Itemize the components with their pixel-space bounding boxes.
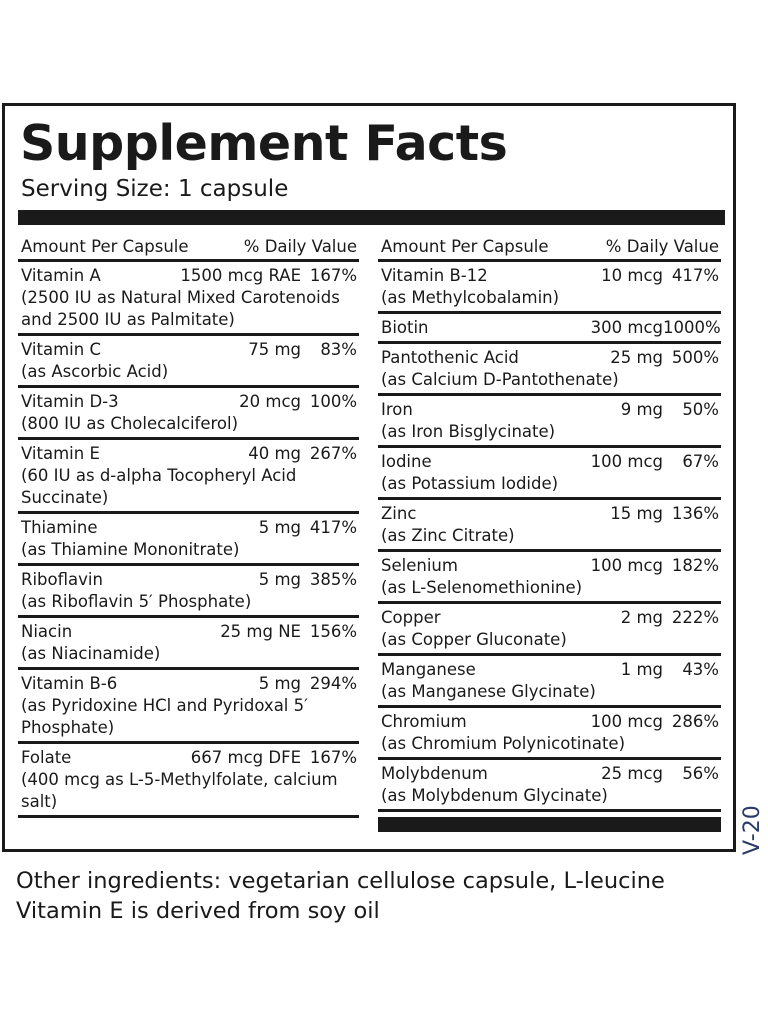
panel-title: Supplement Facts: [20, 115, 508, 172]
allergen-note: Vitamin E is derived from soy oil: [16, 898, 380, 924]
nutrient-name: Copper: [381, 608, 441, 627]
nutrient-main-line: [381, 347, 719, 369]
nutrient-daily-value: 385%: [309, 570, 357, 589]
nutrient-row: [18, 514, 359, 566]
other-ingredients: Other ingredients: vegetarian cellulose capsule, L-leucine: [16, 868, 665, 894]
nutrient-row: [378, 760, 721, 812]
nutrient-name: Selenium: [381, 556, 458, 575]
nutrient-row: [18, 744, 359, 818]
nutrient-amount: 1 mg: [620, 660, 663, 679]
nutrient-amount: 15 mg: [610, 504, 663, 523]
nutrient-row: [378, 656, 721, 708]
nutrient-main-line: [21, 621, 357, 643]
nutrient-source: (as Molybdenum Glycinate): [381, 786, 608, 805]
nutrient-daily-value: 267%: [309, 444, 357, 463]
nutrient-amount: 1500 mcg RAE: [180, 266, 301, 285]
nutrient-source: (as Manganese Glycinate): [381, 682, 596, 701]
nutrient-name: Vitamin D-3: [21, 392, 119, 411]
nutrient-name: Riboflavin: [21, 570, 103, 589]
nutrient-main-line: [381, 607, 719, 629]
column-header: [378, 234, 721, 262]
nutrient-row: [378, 396, 721, 448]
nutrient-daily-value: 222%: [671, 608, 719, 627]
nutrient-name: Manganese: [381, 660, 476, 679]
nutrient-row: [378, 708, 721, 760]
nutrient-source: (as Potassium Iodide): [381, 474, 559, 493]
nutrient-daily-value: 167%: [309, 748, 357, 767]
right-column: [378, 234, 721, 832]
nutrient-main-line: [381, 317, 719, 339]
nutrient-daily-value: 136%: [671, 504, 719, 523]
nutrient-source: (as Ascorbic Acid): [21, 362, 169, 381]
nutrient-amount: 5 mg: [258, 674, 301, 693]
nutrient-daily-value: 83%: [320, 340, 357, 359]
nutrient-source: (as Thiamine Mononitrate): [21, 540, 240, 559]
nutrient-name: Vitamin B-12: [381, 266, 488, 285]
nutrient-daily-value: 43%: [682, 660, 719, 679]
nutrient-main-line: [21, 747, 357, 769]
nutrient-amount: 75 mg: [248, 340, 301, 359]
nutrient-row: [378, 552, 721, 604]
nutrient-source: (as Riboflavin 5′ Phosphate): [21, 592, 252, 611]
nutrient-daily-value: 56%: [682, 764, 719, 783]
nutrient-row: [378, 604, 721, 656]
dv-header: % Daily Value: [605, 237, 719, 256]
nutrient-name: Niacin: [21, 622, 73, 641]
nutrient-daily-value: 286%: [671, 712, 719, 731]
nutrient-main-line: [381, 659, 719, 681]
nutrient-daily-value: 417%: [309, 518, 357, 537]
nutrient-row: [378, 262, 721, 314]
serving-size: Serving Size: 1 capsule: [21, 176, 289, 202]
nutrient-main-line: [21, 265, 357, 287]
nutrient-source: (800 IU as Cholecalciferol): [21, 414, 239, 433]
nutrient-amount: 25 mcg: [601, 764, 663, 783]
nutrient-daily-value: 1000%: [663, 318, 721, 337]
nutrient-daily-value: 156%: [309, 622, 357, 641]
nutrient-main-line: [381, 399, 719, 421]
nutrient-main-line: [381, 265, 719, 287]
nutrient-daily-value: 500%: [671, 348, 719, 367]
nutrient-row: [378, 314, 721, 344]
nutrient-name: Biotin: [381, 318, 429, 337]
nutrient-name: Iodine: [381, 452, 432, 471]
nutrient-row: [18, 670, 359, 744]
nutrient-name: Vitamin A: [21, 266, 101, 285]
top-divider-bar: [18, 210, 725, 225]
amount-header: Amount Per Capsule: [21, 237, 189, 256]
nutrient-amount: 40 mg: [248, 444, 301, 463]
dv-header: % Daily Value: [243, 237, 357, 256]
nutrient-row: [378, 344, 721, 396]
nutrient-daily-value: 100%: [309, 392, 357, 411]
nutrient-daily-value: 294%: [309, 674, 357, 693]
nutrient-name: Vitamin B-6: [21, 674, 118, 693]
nutrient-name: Iron: [381, 400, 413, 419]
nutrient-row: [18, 440, 359, 514]
nutrient-name: Vitamin E: [21, 444, 100, 463]
nutrient-source: (as Niacinamide): [21, 644, 161, 663]
nutrient-main-line: [21, 517, 357, 539]
nutrient-main-line: [21, 339, 357, 361]
nutrient-daily-value: 50%: [682, 400, 719, 419]
nutrient-name: Folate: [21, 748, 72, 767]
nutrient-source: (as Copper Gluconate): [381, 630, 567, 649]
nutrient-amount: 5 mg: [258, 518, 301, 537]
nutrient-source: (as Methylcobalamin): [381, 288, 560, 307]
amount-header: Amount Per Capsule: [381, 237, 549, 256]
nutrient-daily-value: 417%: [671, 266, 719, 285]
nutrient-source: (as Pyridoxine HCl and Pyridoxal 5′ Phosphate): [21, 696, 308, 737]
column-header: [18, 234, 359, 262]
nutrient-amount: 10 mcg: [601, 266, 663, 285]
nutrient-row: [378, 500, 721, 552]
nutrient-row: [18, 566, 359, 618]
nutrient-main-line: [21, 443, 357, 465]
other-ingredients-block: [16, 866, 665, 926]
left-column: [18, 234, 359, 818]
nutrient-source: (as Iron Bisglycinate): [381, 422, 556, 441]
nutrient-amount: 9 mg: [620, 400, 663, 419]
nutrient-amount: 100 mcg: [590, 556, 663, 575]
nutrient-amount: 667 mcg DFE: [190, 748, 301, 767]
nutrient-daily-value: 67%: [682, 452, 719, 471]
version-code: V-20: [740, 805, 765, 855]
nutrient-main-line: [381, 451, 719, 473]
nutrient-main-line: [21, 569, 357, 591]
nutrient-row: [378, 448, 721, 500]
nutrient-name: Pantothenic Acid: [381, 348, 519, 367]
nutrient-main-line: [381, 503, 719, 525]
nutrient-main-line: [381, 555, 719, 577]
nutrient-source: (60 IU as d-alpha Tocopheryl Acid Succinate): [21, 466, 297, 507]
nutrient-amount: 25 mg: [610, 348, 663, 367]
nutrient-main-line: [381, 763, 719, 785]
nutrient-amount: 100 mcg: [590, 712, 663, 731]
nutrient-name: Zinc: [381, 504, 417, 523]
nutrient-row: [18, 388, 359, 440]
nutrient-name: Vitamin C: [21, 340, 101, 359]
nutrient-main-line: [21, 391, 357, 413]
nutrient-source: (as Calcium D-Pantothenate): [381, 370, 619, 389]
supplement-facts-panel: [2, 103, 736, 852]
nutrient-daily-value: 182%: [671, 556, 719, 575]
nutrient-amount: 2 mg: [620, 608, 663, 627]
nutrient-main-line: [381, 711, 719, 733]
nutrient-source: (as L-Selenomethionine): [381, 578, 583, 597]
nutrient-source: (as Zinc Citrate): [381, 526, 515, 545]
nutrient-row: [18, 618, 359, 670]
nutrient-main-line: [21, 673, 357, 695]
nutrient-amount: 5 mg: [258, 570, 301, 589]
nutrient-row: [18, 262, 359, 336]
nutrient-name: Molybdenum: [381, 764, 488, 783]
nutrient-row: [18, 336, 359, 388]
nutrient-amount: 300 mcg: [590, 318, 663, 337]
nutrient-amount: 100 mcg: [590, 452, 663, 471]
nutrient-amount: 25 mg NE: [220, 622, 301, 641]
nutrient-amount: 20 mcg: [239, 392, 301, 411]
nutrient-source: (2500 IU as Natural Mixed Carotenoids and 2500 IU as Palmitate): [21, 288, 340, 329]
nutrient-name: Thiamine: [21, 518, 98, 537]
bottom-divider-bar: [378, 817, 721, 832]
nutrient-name: Chromium: [381, 712, 467, 731]
nutrient-source: (400 mcg as L-5-Methylfolate, calcium salt): [21, 770, 338, 811]
nutrient-daily-value: 167%: [309, 266, 357, 285]
nutrient-source: (as Chromium Polynicotinate): [381, 734, 626, 753]
